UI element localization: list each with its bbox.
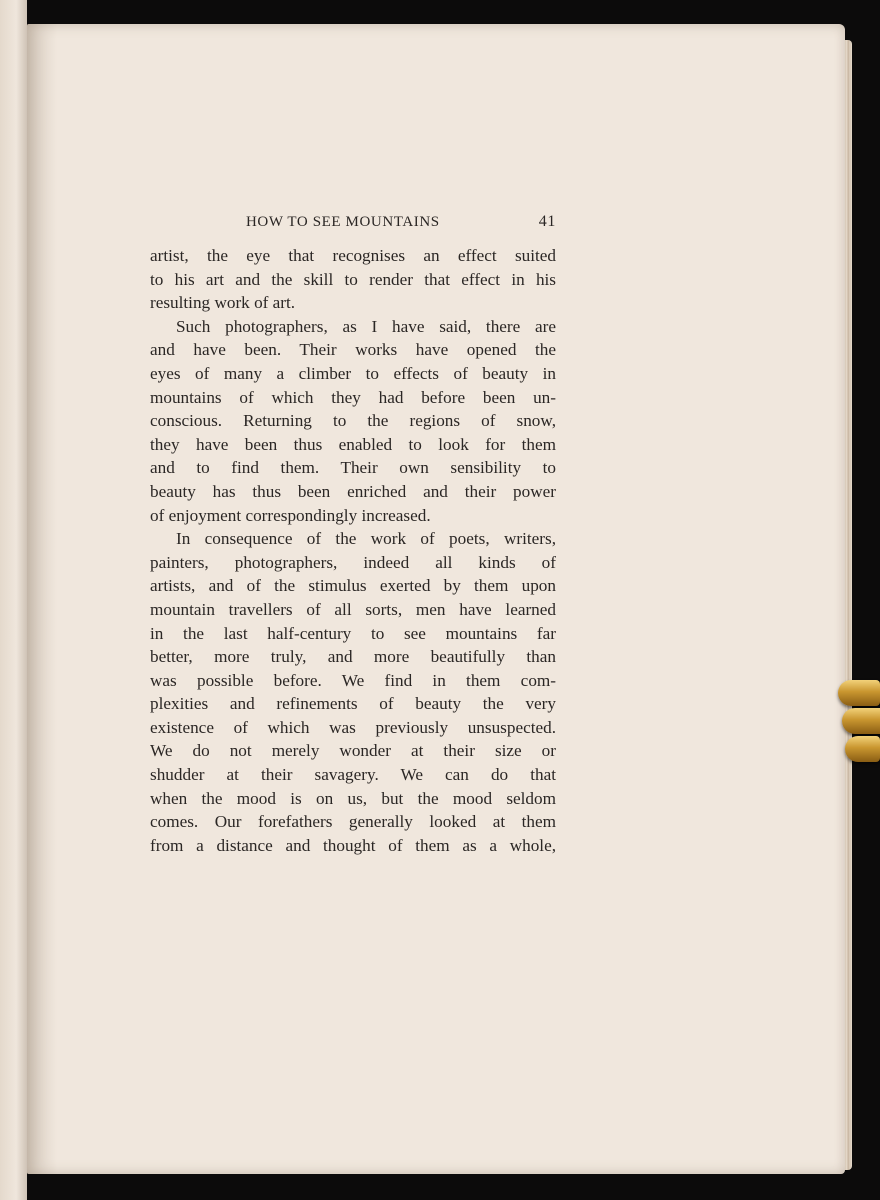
text-line: better, more truly, and more beautifully than bbox=[150, 647, 556, 667]
text-line: of enjoyment correspondingly increased. bbox=[150, 505, 431, 525]
gutter-shadow bbox=[27, 24, 57, 1174]
text-line: painters, photographers, indeed all kinds of bbox=[150, 552, 556, 572]
text-line: Such photographers, as I have said, there are bbox=[176, 316, 556, 336]
text-line: artist, the eye that recognises an effect suited bbox=[150, 246, 556, 265]
text-line: shudder at their savagery. We can do that bbox=[150, 765, 556, 785]
text-line: and have been. Their works have opened the bbox=[150, 340, 556, 360]
left-page-edge bbox=[0, 0, 27, 1200]
page-clip bbox=[838, 680, 880, 706]
text-line: plexities and refinements of beauty the very bbox=[150, 694, 556, 714]
text-line: when the mood is on us, but the mood seldom bbox=[150, 788, 556, 808]
text-line: mountains of which they had before been un- bbox=[150, 387, 556, 407]
running-title: HOW TO SEE MOUNTAINS bbox=[246, 214, 440, 230]
text-line: existence of which was previously unsuspected. bbox=[150, 717, 556, 737]
text-line: conscious. Returning to the regions of snow, bbox=[150, 411, 556, 431]
text-line: beauty has thus been enriched and their power bbox=[150, 481, 556, 501]
page-clip bbox=[845, 736, 880, 762]
text-line: was possible before. We find in them com- bbox=[150, 670, 556, 690]
page-clip bbox=[842, 708, 880, 734]
running-head bbox=[150, 210, 556, 236]
text-line: artists, and of the stimulus exerted by them upon bbox=[150, 576, 556, 596]
text-line: We do not merely wonder at their size or bbox=[150, 741, 556, 761]
text-line: from a distance and thought of them as a whole, bbox=[150, 835, 556, 855]
text-line: resulting work of art. bbox=[150, 293, 296, 313]
text-line: comes. Our forefathers generally looked at them bbox=[150, 812, 556, 832]
text-line: to his art and the skill to render that effect in his bbox=[150, 269, 556, 289]
text-line: eyes of many a climber to effects of beauty in bbox=[150, 363, 556, 383]
text-line: they have been thus enabled to look for them bbox=[150, 434, 556, 454]
text-line: in the last half-century to see mountains far bbox=[150, 623, 556, 643]
text-line: mountain travellers of all sorts, men have learned bbox=[150, 599, 556, 619]
text-line: In consequence of the work of poets, writers, bbox=[176, 529, 556, 549]
text-line: and to find them. Their own sensibility to bbox=[150, 458, 556, 478]
body-text bbox=[150, 244, 556, 857]
page-number: 41 bbox=[538, 213, 556, 230]
